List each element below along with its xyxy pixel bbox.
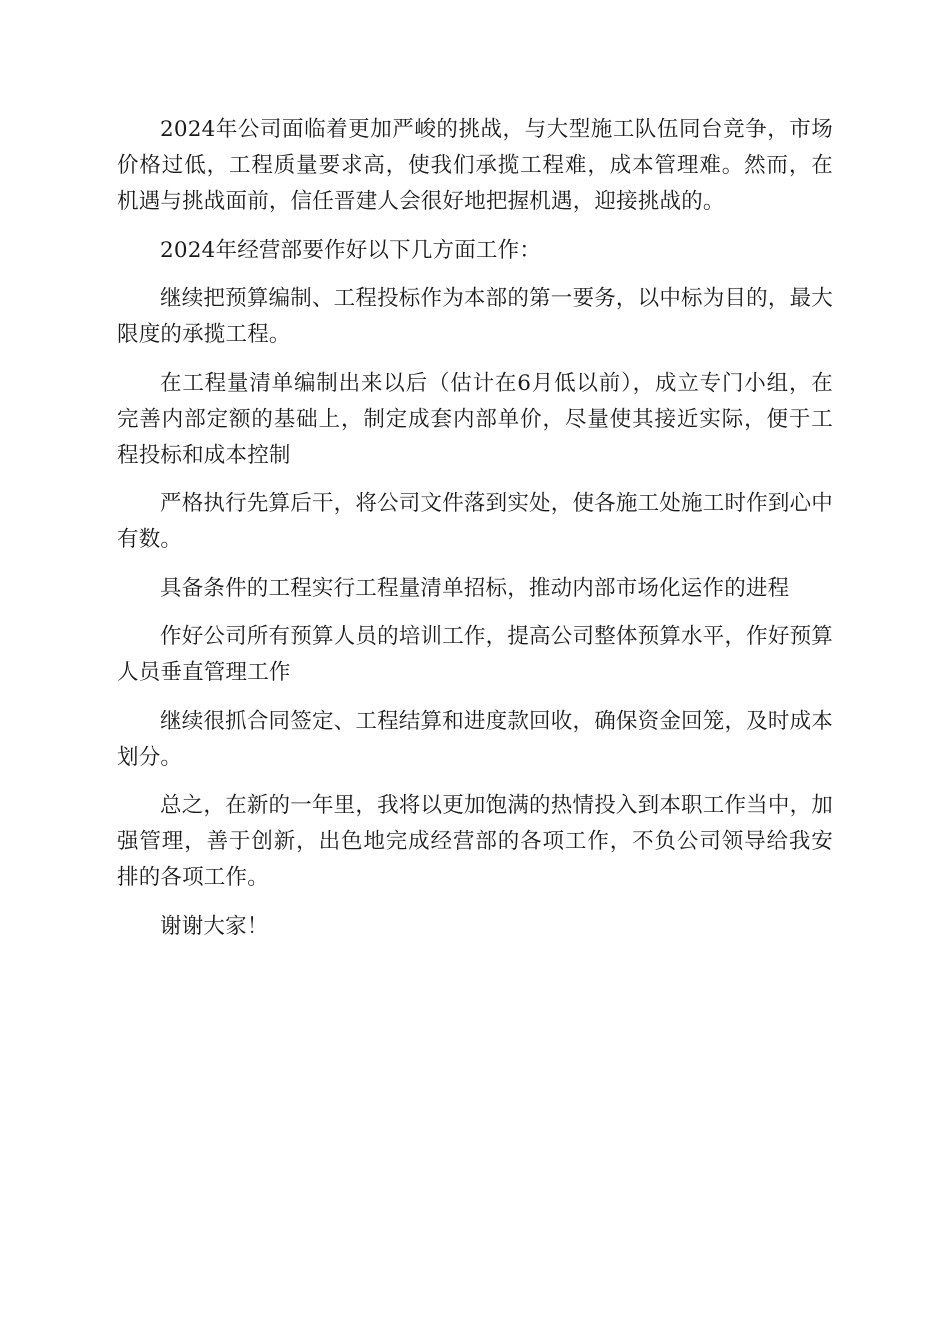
paragraph-conclusion: 总之，在新的一年里，我将以更加饱满的热情投入到本职工作当中，加强管理，善于创新，出色地完成经营部的各项工作，不负公司领导给我安排的各项工作。 <box>117 793 833 890</box>
paragraph-thanks: 谢谢大家！ <box>160 913 269 939</box>
paragraph-bill-of-quantities: 在工程量清单编制出来以后（估计在6月低以前），成立专门小组，在完善内部定额的基础上，制定成套内部单价，尽量使其接近实际，便于工程投标和成本控制 <box>117 370 833 468</box>
paragraph-work-intro: 2024年经营部要作好以下几方面工作： <box>160 237 542 263</box>
paragraph-calculate-first: 严格执行先算后干，将公司文件落到实处，使各施工处施工时作到心中有数。 <box>117 491 833 552</box>
paragraph-challenges: 2024年公司面临着更加严峻的挑战，与大型施工队伍同台竞争，市场价格过低，工程质量要求高，使我们承揽工程难，成本管理难。然而，在机遇与挑战面前，信任晋建人会很好地把握机遇，迎接挑战的。 <box>117 117 833 214</box>
paragraph-training: 作好公司所有预算人员的培训工作，提高公司整体预算水平，作好预算人员垂直管理工作 <box>117 624 833 685</box>
paragraph-budget-bidding: 继续把预算编制、工程投标作为本部的第一要务，以中标为目的，最大限度的承揽工程。 <box>117 286 833 347</box>
paragraph-tendering: 具备条件的工程实行工程量清单招标，推动内部市场化运作的进程 <box>160 575 790 601</box>
paragraph-contracts: 继续很抓合同签定、工程结算和进度款回收，确保资金回笼，及时成本划分。 <box>117 708 833 770</box>
document-body <box>117 112 833 957</box>
